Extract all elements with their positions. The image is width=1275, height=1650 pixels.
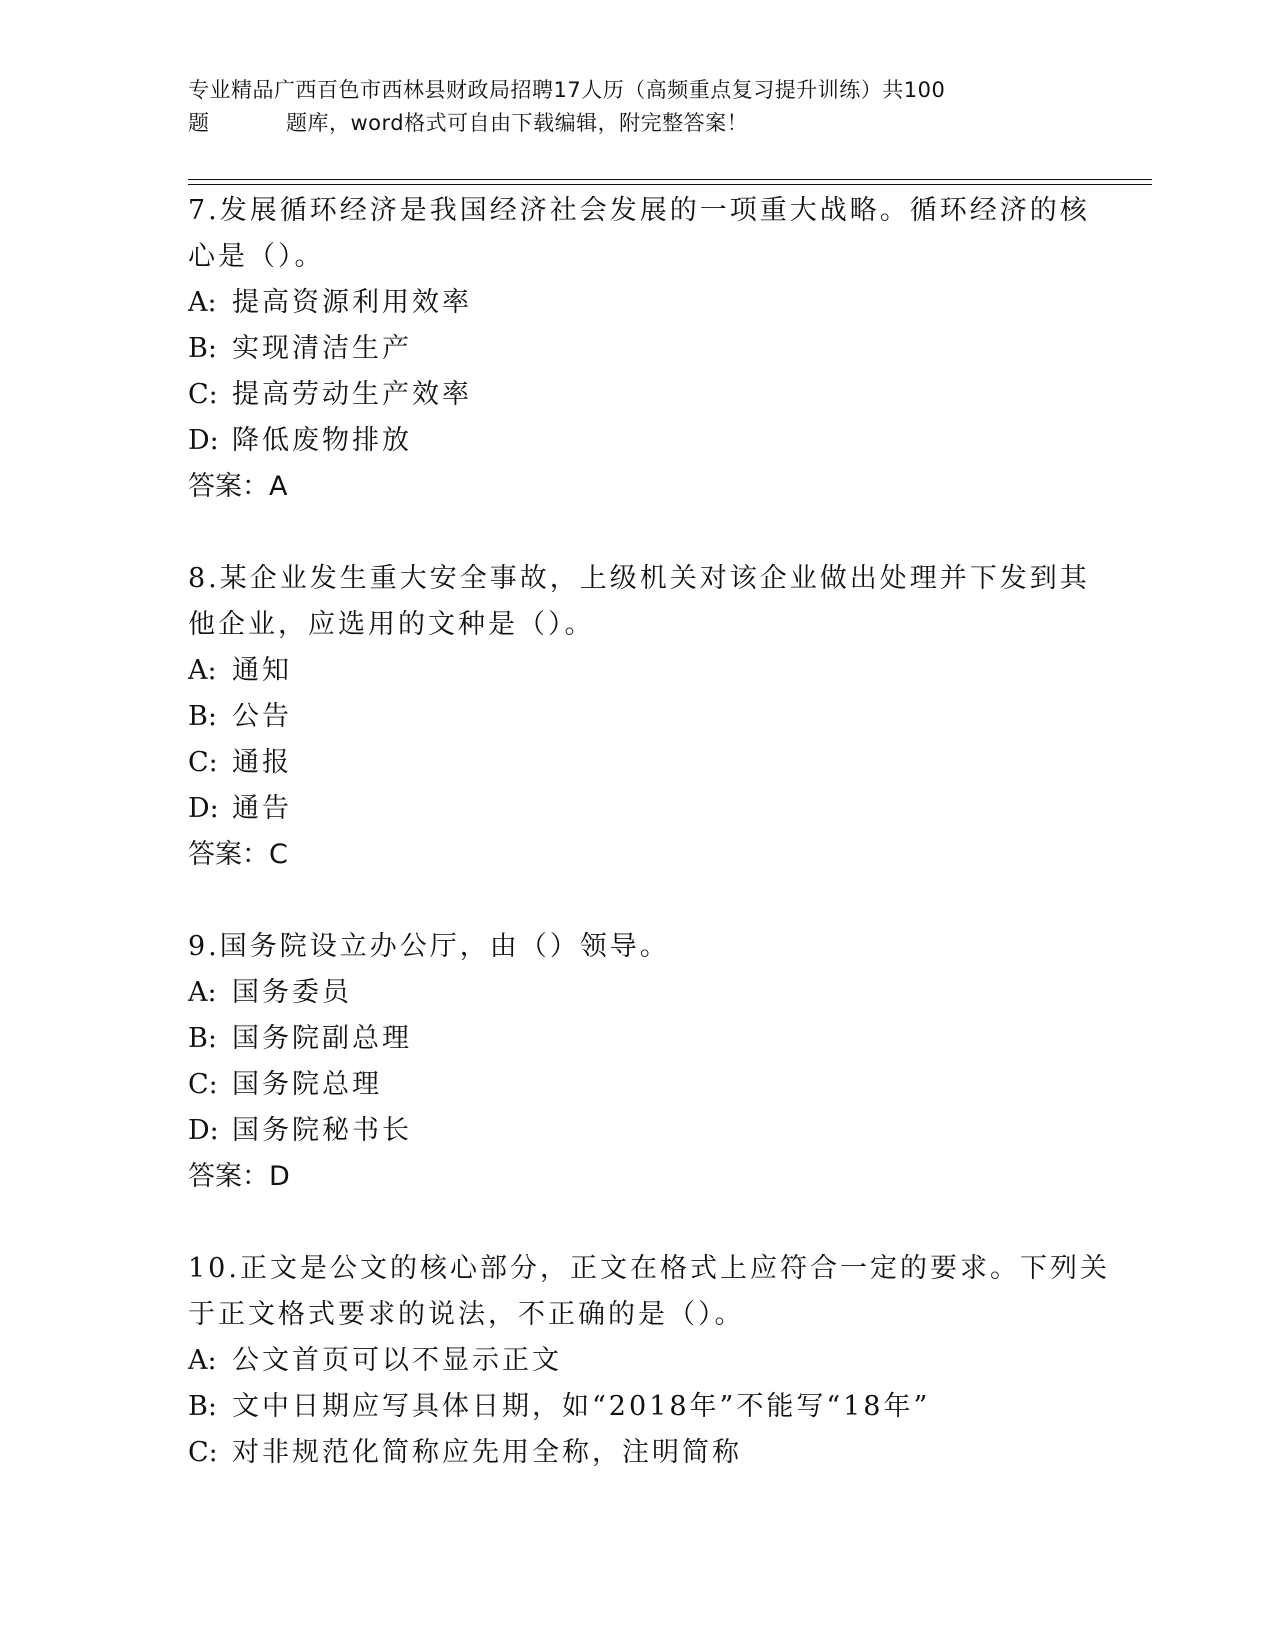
document-header	[188, 74, 1068, 140]
option-b	[188, 694, 1088, 740]
question-text: 于正文格式要求的说法，不正确的是（）。	[188, 1299, 745, 1330]
header-line-2	[188, 107, 1068, 140]
option-key: A:	[188, 655, 217, 686]
question-text: 他企业，应选用的文种是（）。	[188, 609, 595, 640]
option-key: B:	[188, 701, 217, 732]
header-rule-top	[188, 179, 1152, 180]
question-text: 心是（）。	[188, 241, 325, 272]
header-line-2-text: 题库，word格式可自由下载编辑，附完整答案！	[286, 111, 749, 135]
option-text: 通报	[232, 747, 292, 778]
option-c	[188, 740, 1088, 786]
option-a	[188, 970, 1088, 1016]
option-c	[188, 1062, 1088, 1108]
option-key: B:	[188, 333, 217, 364]
option-text: 对非规范化简称应先用全称，注明简称	[232, 1437, 742, 1468]
option-b	[188, 1016, 1088, 1062]
option-text: 国务院秘书长	[232, 1115, 412, 1146]
option-c	[188, 1430, 1088, 1476]
question-9	[188, 924, 1088, 1200]
option-key: A:	[188, 287, 217, 318]
option-b	[188, 1384, 1088, 1430]
header-rule-bottom	[188, 184, 1152, 185]
header-line-1: 专业精品广西百色市西林县财政局招聘17人历（高频重点复习提升训练）共100	[188, 78, 946, 102]
option-text: 公文首页可以不显示正文	[232, 1345, 562, 1376]
option-key: A:	[188, 1345, 217, 1376]
question-text: 7.发展循环经济是我国经济社会发展的一项重大战略。循环经济的核	[188, 195, 1090, 226]
option-a	[188, 648, 1088, 694]
question-text: 9.国务院设立办公厅，由（）领导。	[188, 931, 670, 962]
option-key: B:	[188, 1023, 217, 1054]
question-8	[188, 556, 1088, 878]
option-key: A:	[188, 977, 217, 1008]
question-text: 10.正文是公文的核心部分，正文在格式上应符合一定的要求。下列关	[188, 1253, 1110, 1284]
option-key: B:	[188, 1391, 217, 1422]
header-line-2-lead: 题	[188, 111, 210, 135]
option-text: 提高劳动生产效率	[232, 379, 472, 410]
option-c	[188, 372, 1088, 418]
option-text: 提高资源利用效率	[232, 287, 472, 318]
option-d	[188, 418, 1088, 464]
option-d	[188, 1108, 1088, 1154]
option-text: 降低废物排放	[232, 425, 412, 456]
option-key: C:	[188, 747, 218, 778]
option-key: C:	[188, 1069, 218, 1100]
answer-line: 答案：A	[188, 471, 288, 502]
question-list	[188, 188, 1110, 1522]
option-d	[188, 786, 1088, 832]
question-text: 8.某企业发生重大安全事故，上级机关对该企业做出处理并下发到其	[188, 563, 1090, 594]
option-key: C:	[188, 379, 218, 410]
answer-line: 答案：C	[188, 839, 288, 870]
option-a	[188, 1338, 1088, 1384]
option-text: 公告	[232, 701, 292, 732]
question-7	[188, 188, 1088, 510]
option-text: 国务委员	[232, 977, 352, 1008]
option-text: 通告	[232, 793, 292, 824]
option-text: 实现清洁生产	[232, 333, 412, 364]
option-key: D:	[188, 793, 219, 824]
option-key: C:	[188, 1437, 218, 1468]
option-a	[188, 280, 1088, 326]
option-key: D:	[188, 425, 219, 456]
option-text: 通知	[232, 655, 292, 686]
question-10	[188, 1246, 1110, 1476]
option-text: 文中日期应写具体日期，如“2018年”不能写“18年”	[232, 1391, 931, 1422]
option-text: 国务院副总理	[232, 1023, 412, 1054]
option-key: D:	[188, 1115, 219, 1146]
answer-line: 答案：D	[188, 1161, 290, 1192]
option-text: 国务院总理	[232, 1069, 382, 1100]
option-b	[188, 326, 1088, 372]
